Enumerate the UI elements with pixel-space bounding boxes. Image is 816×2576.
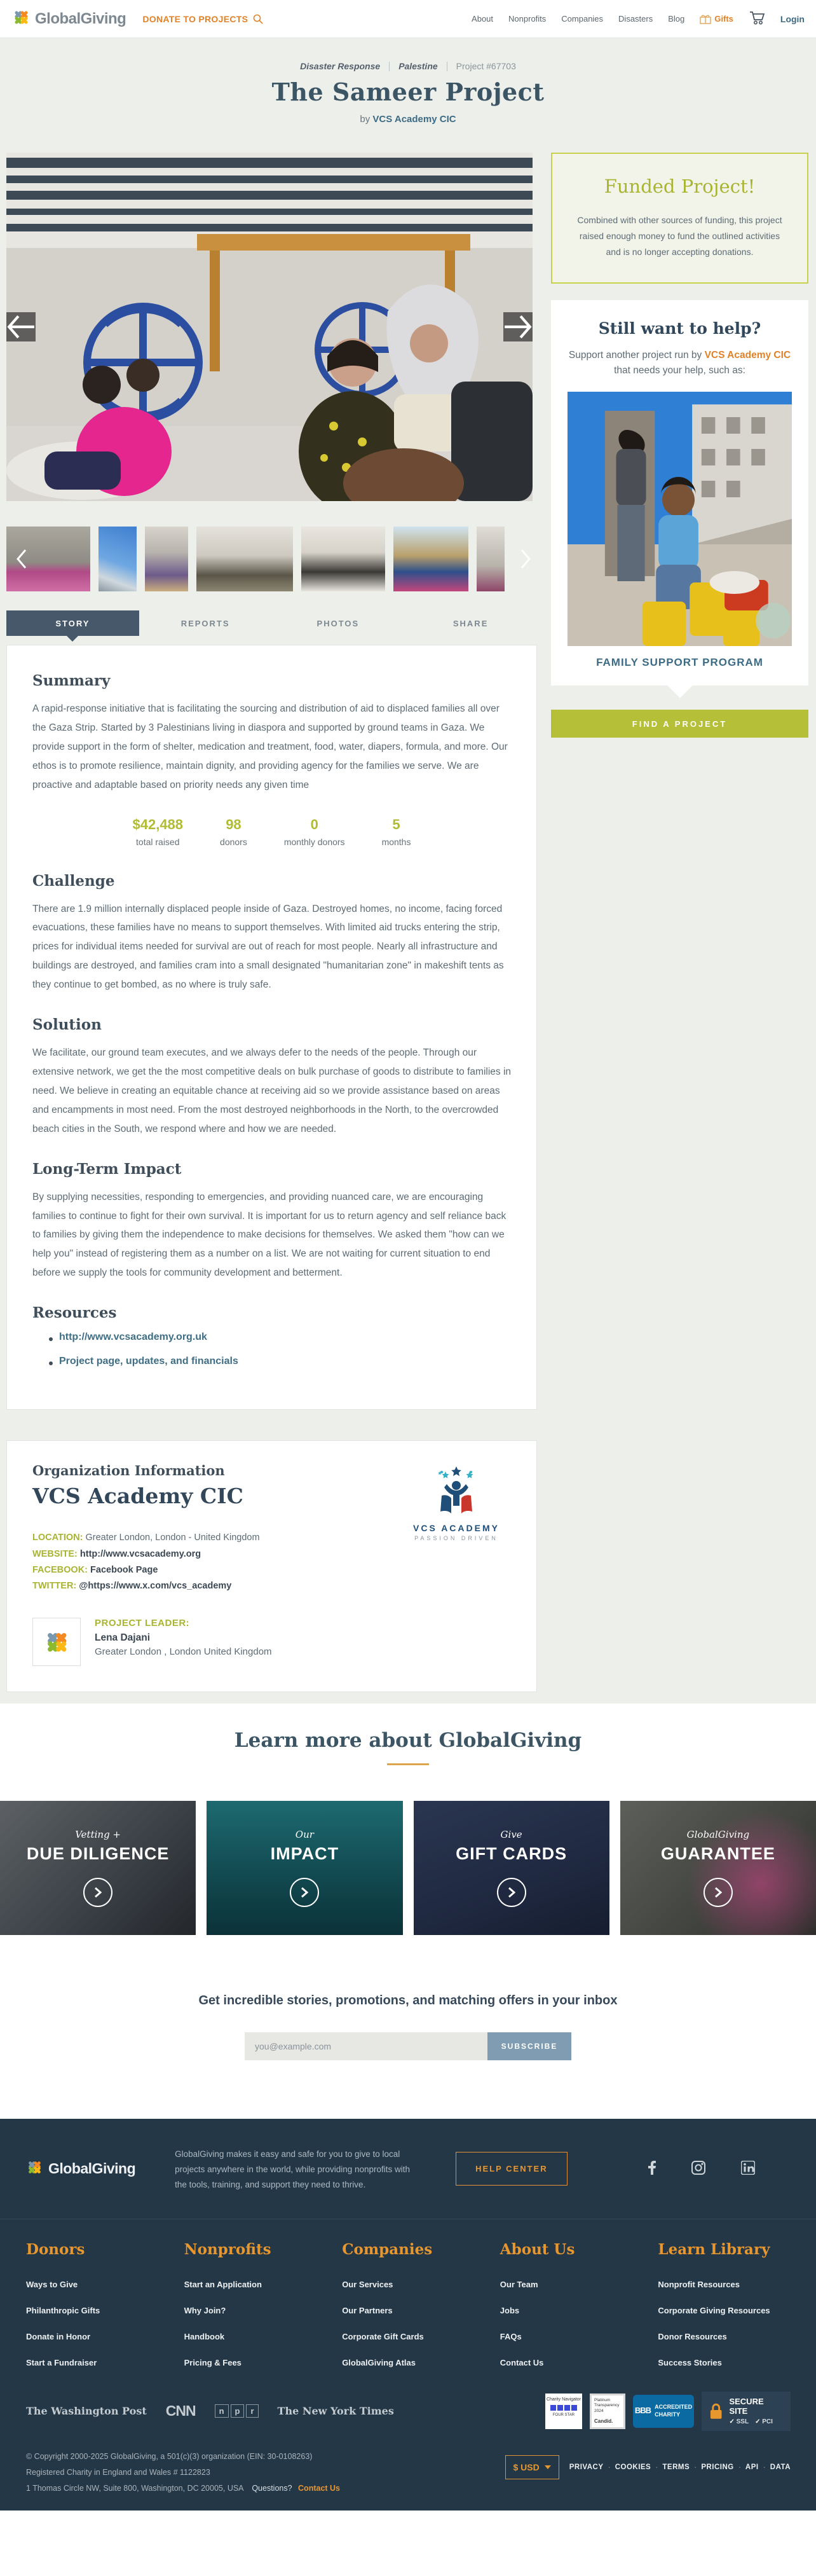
stat-value: 98: [226, 816, 241, 832]
cart-button[interactable]: [749, 10, 765, 27]
funded-text: Combined with other sources of funding, this project raised enough money to fund the outlined activities and is no longer accepting donations.: [577, 215, 782, 258]
footer-link-contact-us[interactable]: Contact Us: [500, 2357, 544, 2367]
guarantee-card[interactable]: [620, 1801, 816, 1935]
stat-months: [382, 816, 411, 847]
column-heading: Nonprofits: [184, 2240, 271, 2258]
footer-logo[interactable]: [25, 2158, 135, 2179]
footer-link-handbook[interactable]: Handbook: [184, 2331, 225, 2341]
chevron-circle-icon: [497, 1878, 526, 1907]
org-link[interactable]: VCS Academy CIC: [372, 114, 456, 125]
vcs-logo-name: VCS ACADEMY: [413, 1523, 500, 1534]
nav-about[interactable]: About: [472, 14, 494, 24]
stat-donors: [220, 816, 247, 847]
list-item: [49, 1332, 511, 1343]
card-title: GIFT CARDS: [456, 1843, 568, 1863]
legal-privacy[interactable]: PRIVACY: [569, 2463, 604, 2471]
list-item: [49, 1356, 511, 1367]
newsletter-form: [0, 2032, 816, 2119]
org-twitter-link[interactable]: @https://www.x.com/vcs_academy: [79, 1581, 232, 1592]
impact-card[interactable]: [207, 1801, 402, 1935]
gifts-label: Gifts: [714, 14, 733, 24]
check-icon: ✓: [755, 2418, 761, 2426]
project-leader-location: Greater London , London United Kingdom: [95, 1646, 272, 1657]
project-leader-name: Lena Dajani: [95, 1632, 150, 1643]
currency-label: $ USD: [513, 2462, 540, 2472]
badge-text: Charity Navigator: [546, 2397, 581, 2402]
badge-text: Platinum Transparency: [594, 2397, 620, 2408]
tab-story[interactable]: STORY: [6, 610, 139, 636]
gift-cards-card[interactable]: [414, 1801, 609, 1935]
leader-info: [95, 1618, 272, 1657]
website-label: WEBSITE:: [32, 1548, 78, 1559]
org-website-row: [32, 1546, 511, 1562]
press-and-badges-row: [0, 2375, 816, 2431]
check-icon: ✓: [729, 2418, 735, 2426]
gifts-link[interactable]: [700, 14, 733, 24]
nav-disasters[interactable]: Disasters: [618, 14, 653, 24]
footer-link-pricing-fees[interactable]: Pricing & Fees: [184, 2357, 241, 2367]
candid-platinum-badge[interactable]: [590, 2393, 625, 2429]
leader-avatar: [32, 1618, 81, 1666]
twitter-label: TWITTER:: [32, 1581, 77, 1592]
address-text: 1 Thomas Circle NW, Suite 800, Washington, DC 20005, USA: [26, 2483, 243, 2493]
card-eyebrow: Vetting +: [75, 1828, 121, 1840]
badge-text: SSL: [736, 2418, 749, 2426]
footer-columns: [0, 2219, 816, 2375]
secure-site-badge[interactable]: [702, 2392, 791, 2431]
footer-col-donors: [26, 2241, 184, 2369]
linkedin-icon[interactable]: [741, 2161, 755, 2178]
donate-to-projects-link[interactable]: [142, 14, 263, 24]
cnn-logo[interactable]: CNN: [165, 2402, 196, 2420]
footer-link-philanthropic-gifts[interactable]: Philanthropic Gifts: [26, 2305, 100, 2315]
social-links: [648, 2161, 791, 2178]
heading-underline: [387, 1763, 429, 1765]
stat-value: 5: [392, 816, 400, 832]
search-icon[interactable]: [253, 14, 263, 24]
nav-nonprofits[interactable]: Nonprofits: [508, 14, 547, 24]
solution-text: We facilitate, our ground team executes, and we always defer to the needs of the people. Through our extensive network, we get the the most competitive deals on bulk purchase of goods to distribute to families in need. We believe in creating an equitable chance at receiving aid so we provide assistance based on areas and encampments in most need. From the most destroyed neighborhoods in the North, to the overcrowded beach cities in the South, we respond where and how we are needed.: [32, 1047, 512, 1134]
footer-link-corporate-gift-cards[interactable]: Corporate Gift Cards: [342, 2331, 424, 2341]
stat-label: donors: [220, 836, 247, 847]
footer-link-ways-to-give[interactable]: Ways to Give: [26, 2279, 78, 2289]
card-title: DUE DILIGENCE: [26, 1843, 170, 1863]
thumbnail-7[interactable]: [477, 527, 505, 591]
washington-post-logo[interactable]: The Washington Post: [26, 2405, 147, 2418]
organization-card: [6, 1440, 537, 1692]
hero-photo: [6, 153, 533, 501]
card-eyebrow: Give: [500, 1828, 522, 1840]
badge-text: PCI: [762, 2418, 773, 2426]
learn-more-section: [0, 1704, 816, 2119]
help-text: [568, 348, 792, 380]
email-input[interactable]: [245, 2032, 487, 2060]
card-eyebrow: Our: [295, 1828, 314, 1840]
footer-link-our-partners[interactable]: Our Partners: [342, 2305, 393, 2315]
copyright-block: [26, 2449, 340, 2497]
currency-selector[interactable]: [505, 2455, 559, 2479]
bbb-accredited-badge[interactable]: [633, 2395, 694, 2428]
newsletter-heading: Get incredible stories, promotions, and matching offers in your inbox: [198, 1993, 618, 2008]
thumbnail-6[interactable]: [393, 527, 468, 591]
column-heading: About Us: [500, 2240, 575, 2258]
login-link[interactable]: Login: [780, 13, 805, 24]
badge-text: ACCREDITED CHARITY: [655, 2403, 693, 2418]
breadcrumb: [6, 38, 810, 71]
learn-cards: [0, 1801, 816, 1935]
legal-cookies[interactable]: · COOKIES: [615, 2463, 651, 2471]
donate-label: DONATE TO PROJECTS: [142, 13, 248, 24]
card-title: GUARANTEE: [660, 1843, 775, 1863]
footer-link-nonprofit-resources[interactable]: Nonprofit Resources: [658, 2279, 740, 2289]
legal-api[interactable]: · API: [745, 2463, 759, 2471]
family-support-program-link[interactable]: FAMILY SUPPORT PROGRAM: [596, 656, 763, 669]
arrow-right-icon: [503, 312, 533, 341]
help-heading: Still want to help?: [598, 319, 761, 338]
impact-text: By supplying necessities, responding to emergencies, and providing nuanced care, we are encouraging families to continue to fight for their own survival. It is important for us to return agency and self reliance back to families by giving them the independence to make decisions for themselves. We asked them "how can we help you" instead of registering them as a number on a list. We are not waiting for current situation to end before we supply the tools for community development and betterment.: [32, 1191, 507, 1279]
footer-link-jobs[interactable]: Jobs: [500, 2305, 520, 2315]
badge-text: SECURE SITE: [729, 2397, 764, 2416]
footer-col-learn-library: [658, 2241, 816, 2369]
organization-name: VCS Academy CIC: [32, 1484, 243, 1509]
footer-link-success-stories[interactable]: Success Stories: [658, 2357, 722, 2367]
help-center-button[interactable]: HELP CENTER: [456, 2152, 568, 2186]
footer-link-donor-resources[interactable]: Donor Resources: [658, 2331, 727, 2341]
breadcrumb-theme-link[interactable]: Disaster Response: [300, 61, 381, 71]
thumbnail-strip: [6, 527, 537, 591]
globalgiving-logo[interactable]: [11, 8, 126, 30]
chevron-left-icon: [15, 549, 28, 569]
footer-bottom: [0, 2431, 816, 2511]
npr-letter: n: [215, 2404, 229, 2418]
funded-project-box: [551, 153, 808, 284]
main-nav: [472, 10, 805, 27]
copyright-line: [26, 2481, 340, 2497]
globalgiving-pinwheel-icon: [25, 2158, 43, 2179]
stat-label: months: [381, 836, 411, 847]
tab-reports[interactable]: REPORTS: [180, 618, 230, 628]
footer-col-about: [500, 2241, 658, 2369]
footer-bottom-right: [505, 2455, 791, 2479]
suggested-project-photo[interactable]: [568, 392, 792, 646]
column-heading: Donors: [26, 2240, 85, 2258]
impact-heading: Long-Term Impact: [32, 1160, 182, 1178]
column-heading: Companies: [342, 2240, 433, 2258]
legal-data[interactable]: · DATA: [770, 2463, 791, 2471]
location-value: Greater London, London - United Kingdom: [85, 1533, 260, 1543]
resource-website-link[interactable]: http://www.vcsacademy.org.uk: [59, 1332, 207, 1343]
trust-badges: [545, 2392, 791, 2431]
main-column: [6, 153, 537, 1692]
column-heading: Learn Library: [658, 2240, 770, 2258]
tab-photos[interactable]: PHOTOS: [316, 618, 360, 628]
contact-us-link[interactable]: Contact Us: [298, 2483, 341, 2493]
footer-logo-wordmark: GlobalGiving: [48, 2159, 136, 2177]
summary-text: A rapid-response initiative that is facilitating the sourcing and distribution of aid to displaced families all over the Gaza Strip. Started by 3 Palestinians living in diaspora and supported by ground teams in Gaza. We provide support in the form of shelter, medication and treatment, food, water, diapers, formula, and more. Our ethos is to promote resilience, maintain dignity, and providing agency for the families we serve. We are proactive and adaptable based on priority needs any given time: [32, 703, 508, 790]
vcs-logo-tagline: PASSION DRIVEN: [414, 1535, 498, 1542]
tab-share[interactable]: SHARE: [452, 618, 489, 628]
breadcrumb-divider: [389, 62, 390, 71]
footer-link-corporate-giving-resources[interactable]: Corporate Giving Resources: [658, 2305, 770, 2315]
lock-icon: [709, 2402, 723, 2420]
badge-text: Candid.: [594, 2418, 613, 2424]
project-leader-label: PROJECT LEADER:: [95, 1617, 190, 1629]
still-want-to-help-card: [551, 300, 808, 686]
stat-value: 0: [310, 816, 318, 832]
chevron-circle-icon: [83, 1878, 112, 1907]
chevron-circle-icon: [290, 1878, 319, 1907]
resources-heading: Resources: [32, 1304, 117, 1322]
npr-letter: r: [246, 2404, 258, 2418]
footer-link-our-services[interactable]: Our Services: [342, 2279, 393, 2289]
site-footer: [0, 2119, 816, 2511]
charity-navigator-badge[interactable]: [545, 2393, 582, 2429]
facebook-icon[interactable]: [648, 2161, 656, 2178]
byline: [6, 114, 810, 125]
thumbnail-5[interactable]: [301, 527, 385, 591]
solution-heading: Solution: [32, 1016, 102, 1034]
npr-logo[interactable]: [215, 2404, 259, 2418]
copyright-line: Registered Charity in England and Wales # 1122823: [26, 2467, 210, 2477]
org-website-link[interactable]: http://www.vcsacademy.org: [79, 1548, 201, 1559]
legal-terms[interactable]: · TERMS: [662, 2463, 690, 2471]
badge-text: FOUR STAR: [552, 2413, 575, 2417]
facebook-label: FACEBOOK:: [32, 1564, 88, 1575]
thumbs-next-button[interactable]: [519, 549, 532, 571]
bbb-mark: BBB: [634, 2406, 651, 2416]
subscribe-button[interactable]: SUBSCRIBE: [487, 2032, 571, 2060]
badge-text: 2024: [594, 2409, 604, 2414]
organization-heading: Organization Information: [32, 1463, 225, 1479]
footer-link-our-team[interactable]: Our Team: [500, 2279, 538, 2289]
footer-link-start-an-application[interactable]: Start an Application: [184, 2279, 262, 2289]
page-body: [0, 38, 816, 1704]
due-diligence-card[interactable]: [0, 1801, 196, 1935]
legal-pricing[interactable]: · PRICING: [701, 2463, 734, 2471]
footer-link-globalgiving-atlas[interactable]: GlobalGiving Atlas: [342, 2357, 416, 2367]
project-leader-block: [32, 1618, 511, 1666]
thumbs-prev-button[interactable]: [15, 549, 28, 571]
copyright-line: © Copyright 2000-2025 GlobalGiving, a 501(c)(3) organization (EIN: 30-0108263): [26, 2451, 313, 2461]
logo-wordmark: GlobalGiving: [35, 10, 126, 27]
page-title: The Sameer Project: [271, 78, 545, 106]
gift-icon: [700, 14, 711, 24]
four-star-icon: [545, 2405, 582, 2411]
org-facebook-row: [32, 1562, 511, 1578]
story-card: [6, 645, 537, 1410]
thumbnail-2[interactable]: [99, 527, 137, 591]
globalgiving-pinwheel-icon: [43, 1628, 71, 1656]
nav-blog[interactable]: Blog: [668, 14, 685, 24]
resource-project-page-link[interactable]: Project page, updates, and financials: [59, 1356, 238, 1367]
stats-row: [32, 816, 511, 847]
find-a-project-button[interactable]: FIND A PROJECT: [551, 710, 808, 738]
footer-col-nonprofits: [184, 2241, 343, 2369]
footer-col-companies: [342, 2241, 500, 2369]
sidebar: [551, 153, 808, 1692]
stat-label: total raised: [136, 836, 180, 847]
challenge-text: There are 1.9 million internally displaced people inside of Gaza. Destroyed homes, no income, facing forced evacuations, these families have no means to support themselves. With limited aid trucks entering the strip, prices for individual items needed for survival are out of reach for most people. Nearly all infrastructure and buildings are destroyed, and families cram into a small designated "humanitarian zone" in makeshift tents as they continue to get bombed, as no where is truly safe.: [32, 903, 504, 991]
thumbnail-3[interactable]: [145, 527, 188, 591]
summary-heading: Summary: [32, 672, 111, 689]
stat-value: $42,488: [132, 816, 184, 832]
org-facebook-link[interactable]: Facebook Page: [90, 1564, 158, 1575]
footer-link-why-join[interactable]: Why Join?: [184, 2305, 226, 2315]
suggested-project-photo-image: [568, 392, 792, 646]
cart-icon: [749, 10, 765, 25]
vcs-academy-emblem-icon: [429, 1466, 484, 1516]
hero-carousel: [6, 153, 533, 501]
chevron-circle-icon: [704, 1878, 733, 1907]
stat-label: monthly donors: [283, 836, 345, 847]
new-york-times-logo[interactable]: The New York Times: [277, 2405, 394, 2418]
funded-heading: Funded Project!: [604, 176, 756, 197]
vcs-academy-logo: [405, 1466, 507, 1541]
instagram-icon[interactable]: [691, 2161, 705, 2178]
arrow-left-icon: [6, 312, 36, 341]
project-id: Project #67703: [456, 61, 516, 71]
challenge-heading: Challenge: [32, 872, 115, 890]
footer-about-text: GlobalGiving makes it easy and safe for you to give to local projects anywhere in the world, while providing nonprofits with the tools, training, and support they need to thrive.: [175, 2149, 411, 2190]
stat-monthly-donors: [284, 816, 345, 847]
byline-prefix: by: [360, 114, 373, 125]
help-text-before: Support another project run by: [568, 349, 705, 361]
card-title: IMPACT: [270, 1843, 339, 1863]
help-text-after: that needs your help, such as:: [614, 365, 745, 376]
footer-top: [0, 2147, 816, 2193]
card-eyebrow: GlobalGiving: [686, 1828, 750, 1840]
location-label: LOCATION:: [32, 1533, 83, 1543]
stat-total-raised: [133, 816, 184, 847]
site-header: [0, 0, 816, 38]
questions-label: Questions?: [252, 2483, 292, 2493]
npr-letter: p: [231, 2404, 245, 2418]
footer-link-start-a-fundraiser[interactable]: Start a Fundraiser: [26, 2357, 97, 2367]
footer-link-donate-in-honor[interactable]: Donate in Honor: [26, 2331, 91, 2341]
help-org-link[interactable]: VCS Academy CIC: [704, 349, 791, 361]
project-tabs: [6, 610, 537, 636]
chevron-down-icon: [545, 2465, 551, 2469]
footer-link-faqs[interactable]: FAQs: [500, 2331, 522, 2341]
nav-companies[interactable]: Companies: [561, 14, 604, 24]
resources-list: [49, 1332, 511, 1367]
hero-prev-button[interactable]: [6, 312, 36, 341]
legal-links: [569, 2463, 791, 2472]
thumbnail-4[interactable]: [196, 527, 293, 591]
globalgiving-pinwheel-icon: [11, 8, 31, 30]
chevron-right-icon: [519, 549, 532, 569]
learn-more-heading: Learn more about GlobalGiving: [234, 1728, 582, 1752]
org-twitter-row: [32, 1578, 511, 1594]
hero-next-button[interactable]: [503, 312, 533, 341]
breadcrumb-country-link[interactable]: Palestine: [398, 61, 438, 71]
